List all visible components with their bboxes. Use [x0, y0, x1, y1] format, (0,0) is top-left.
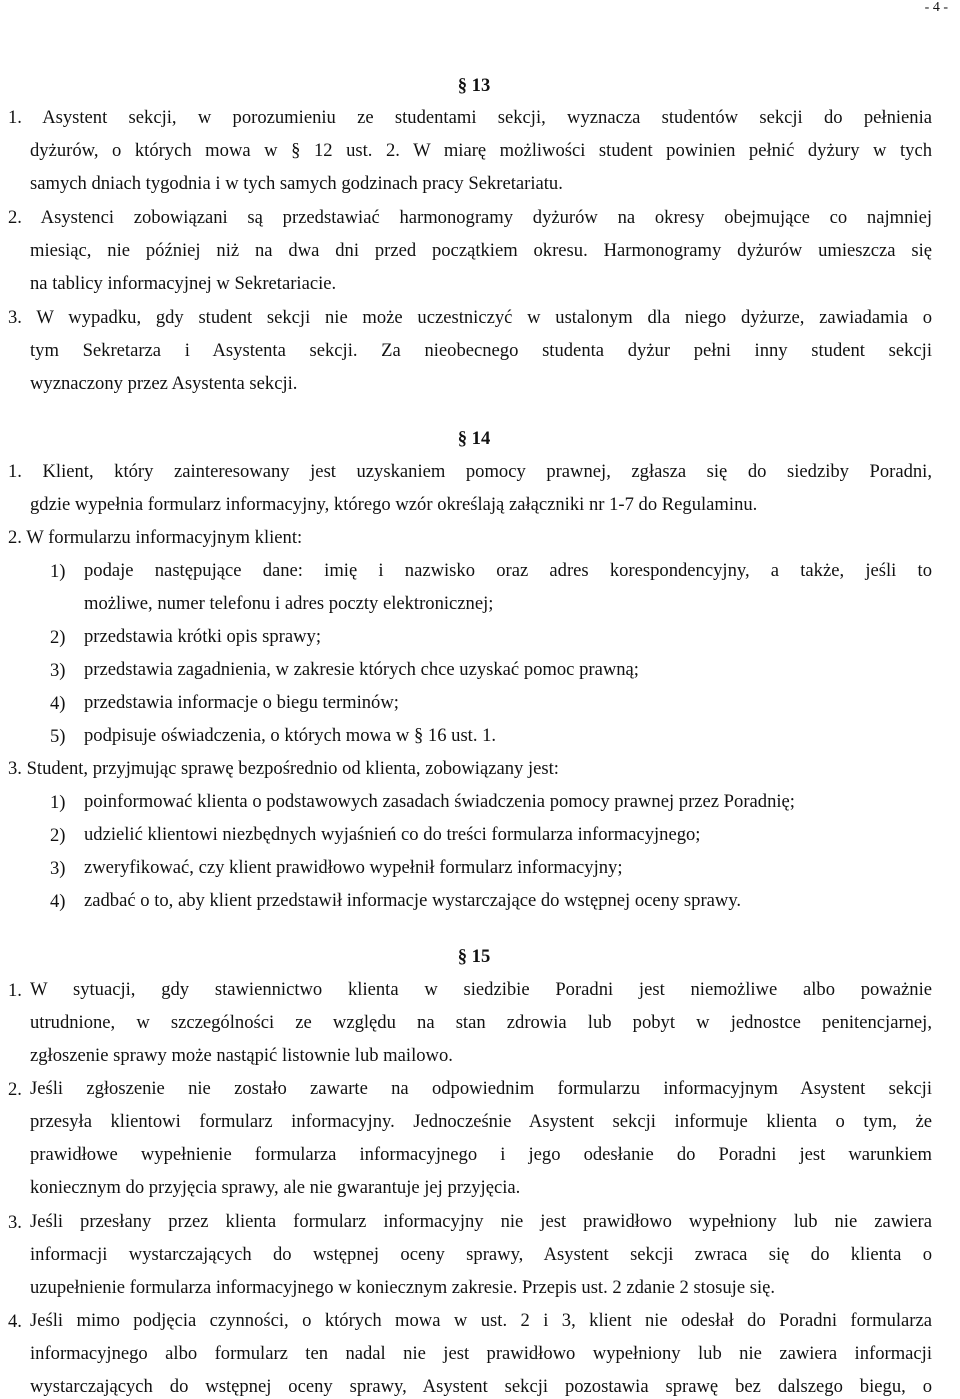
s14-p3-intro: 3. Student, przyjmując sprawę bezpośrednio od klienta, zobowiązany jest: — [8, 758, 559, 779]
s14-p2-item-4-line-1: przedstawia informacje o biegu terminów; — [84, 692, 399, 713]
s15-p1-num: 1. — [8, 980, 22, 1001]
s15-p2-line-1: Jeśli zgłoszenie nie zostało zawarte na odpowiednim formularzu informacyjnym Asystent sekcji — [30, 1078, 932, 1099]
s13-p3-line-1: 3. W wypadku, gdy student sekcji nie może uczestniczyć w ustalonym dla niego dyżurze, zawiadamia o — [8, 307, 932, 328]
s14-p2-item-2-line-1: przedstawia krótki opis sprawy; — [84, 626, 322, 647]
s13-p1-line-3: samych dniach tygodnia i w tych samych godzinach pracy Sekretariatu. — [30, 173, 563, 194]
s14-p3-item-3-num: 3) — [50, 858, 66, 879]
section-15-title: § 15 — [457, 946, 491, 967]
s13-p2-line-3: na tablicy informacyjnej w Sekretariacie. — [30, 273, 337, 294]
section-14-title: § 14 — [457, 428, 491, 449]
s14-p2-item-2-num: 2) — [50, 627, 66, 648]
s13-p2-line-1: 2. Asystenci zobowiązani są przedstawiać harmonogramy dyżurów na okresy obejmujące co najmniej — [8, 207, 932, 228]
page-number: - 4 - — [924, 0, 948, 15]
s15-p2-line-2: przesyła klientowi formularz informacyjny. Jednocześnie Asystent sekcji informuje klienta o tym, że — [30, 1111, 932, 1132]
s15-p1-line-1: W sytuacji, gdy stawiennictwo klienta w siedzibie Poradni jest niemożliwe albo poważnie — [30, 979, 932, 1000]
s13-p3-line-2: tym Sekretarza i Asystenta sekcji. Za nieobecnego studenta dyżur pełni inny student sekcji — [30, 340, 932, 361]
s15-p2-line-4: koniecznym do przyjęcia sprawy, ale nie gwarantuje jej przyjęcia. — [30, 1177, 521, 1198]
section-13-title: § 13 — [457, 75, 491, 96]
s14-p3-item-3-line-1: zweryfikować, czy klient prawidłowo wypełnił formularz informacyjny; — [84, 857, 623, 878]
s15-p2-line-3: prawidłowe wypełnienie formularza informacyjnego i jego odesłanie do Poradni jest warunkiem — [30, 1144, 932, 1165]
s13-p3-line-3: wyznaczony przez Asystenta sekcji. — [30, 373, 298, 394]
s15-p3-line-1: Jeśli przesłany przez klienta formularz informacyjny nie jest prawidłowo wypełniony lub nie zawiera — [30, 1211, 932, 1232]
s15-p1-line-3: zgłoszenie sprawy może nastąpić listownie lub mailowo. — [30, 1045, 453, 1066]
s14-p3-item-4-line-1: zadbać o to, aby klient przedstawił informacje wystarczające do wstępnej oceny sprawy. — [84, 890, 742, 911]
s15-p3-line-2: informacji wystarczających do wstępnej oceny sprawy, Asystent sekcji zwraca się do klienta o — [30, 1244, 932, 1265]
s14-p2-item-5-line-1: podpisuje oświadczenia, o których mowa w § 16 ust. 1. — [84, 725, 497, 746]
s14-p1-line-1: 1. Klient, który zainteresowany jest uzyskaniem pomocy prawnej, zgłasza się do siedziby Poradni, — [8, 461, 932, 482]
s14-p3-item-2-num: 2) — [50, 825, 66, 846]
s14-p3-item-1-num: 1) — [50, 792, 66, 813]
s14-p2-intro: 2. W formularzu informacyjnym klient: — [8, 527, 303, 548]
s14-p2-item-3-line-1: przedstawia zagadnienia, w zakresie których chce uzyskać pomoc prawną; — [84, 659, 639, 680]
s14-p2-item-4-num: 4) — [50, 693, 66, 714]
s15-p3-line-3: uzupełnienie formularza informacyjnego w koniecznym zakresie. Przepis ust. 2 zdanie 2 stosuje się. — [30, 1277, 776, 1298]
s14-p3-item-2-line-1: udzielić klientowi niezbędnych wyjaśnień co do treści formularza informacyjnego; — [84, 824, 701, 845]
s14-p2-item-1-line-2: możliwe, numer telefonu i adres poczty elektronicznej; — [84, 593, 494, 614]
s15-p1-line-2: utrudnione, w szczególności ze względu na stan zdrowia lub pobyt w jednostce penitencjarnej, — [30, 1012, 932, 1033]
s14-p3-item-4-num: 4) — [50, 891, 66, 912]
s15-p4-line-3: wystarczających do wstępnej oceny sprawy, Asystent sekcji pozostawia sprawę bez dalszego biegu, o — [30, 1376, 932, 1397]
s15-p4-line-1: Jeśli mimo podjęcia czynności, o których mowa w ust. 2 i 3, klient nie odesłał do Poradni formularza — [30, 1310, 932, 1331]
s15-p2-num: 2. — [8, 1079, 22, 1100]
s14-p2-item-5-num: 5) — [50, 726, 66, 747]
s13-p1-line-2: dyżurów, o których mowa w § 12 ust. 2. W miarę możliwości student powinien pełnić dyżury w tych — [30, 140, 932, 161]
s13-p1-line-1: 1. Asystent sekcji, w porozumieniu ze studentami sekcji, wyznacza studentów sekcji do pełnienia — [8, 107, 932, 128]
s14-p2-item-1-line-1: podaje następujące dane: imię i nazwisko oraz adres korespondencyjny, a także, jeśli to — [84, 560, 932, 581]
s14-p2-item-1-num: 1) — [50, 561, 66, 582]
s14-p1-line-2: gdzie wypełnia formularz informacyjny, którego wzór określają załączniki nr 1-7 do Regulaminu. — [30, 494, 758, 515]
s14-p3-item-1-line-1: poinformować klienta o podstawowych zasadach świadczenia pomocy prawnej przez Poradnię; — [84, 791, 795, 812]
s15-p4-line-2: informacyjnego albo formularz ten nadal nie jest prawidłowo wypełniony lub nie zawiera informacji — [30, 1343, 932, 1364]
s15-p3-num: 3. — [8, 1212, 22, 1233]
s14-p2-item-3-num: 3) — [50, 660, 66, 681]
s13-p2-line-2: miesiąc, nie później niż na dwa dni przed początkiem okresu. Harmonogramy dyżurów umieszcza się — [30, 240, 932, 261]
s15-p4-num: 4. — [8, 1311, 22, 1332]
